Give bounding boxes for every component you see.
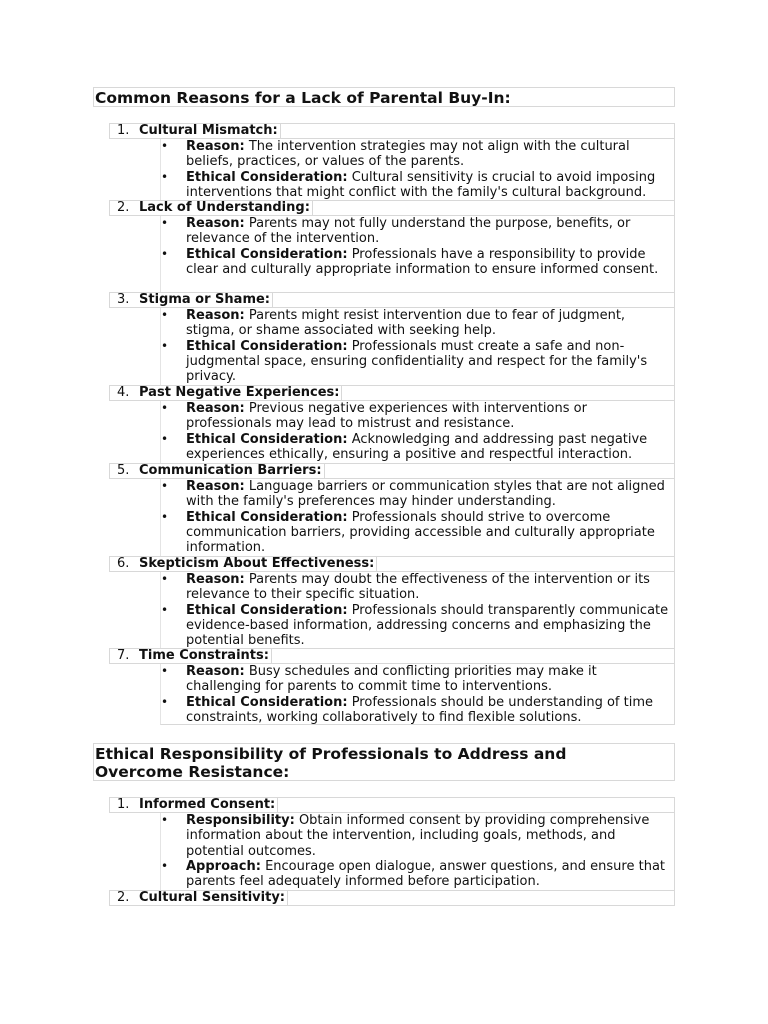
bullet-text: Professionals must create a safe and non-judgmental space, ensuring confidentiality and respect for the family's privacy. (186, 338, 648, 385)
list-item-body (160, 401, 675, 463)
item-title: Past Negative Experiences: (139, 386, 342, 400)
bullet-text: Busy schedules and conflicting priorities may make it challenging for parents to commit time to interventions. (186, 664, 597, 695)
bullet-reason (161, 216, 674, 247)
bullet-icon: • (161, 169, 169, 184)
list-item-body (160, 216, 675, 292)
item-number: 4. (117, 385, 130, 400)
bullet-icon: • (161, 602, 169, 617)
bullet-reason (161, 479, 674, 510)
bullet-icon: • (161, 813, 169, 827)
section2-heading (93, 743, 675, 781)
item-title: Time Constraints: (139, 649, 272, 663)
bullet-ethical (161, 432, 674, 463)
list-item-head (109, 292, 675, 308)
item-number: 1. (117, 123, 130, 138)
bullet-label: Ethical Consideration: (186, 431, 348, 447)
bullet-label: Ethical Consideration: (186, 246, 348, 262)
item-title: Cultural Mismatch: (139, 124, 281, 138)
section1-list (109, 123, 675, 725)
list-item-body (160, 664, 675, 725)
list-item-head (109, 463, 675, 479)
bullet-icon: • (161, 401, 169, 415)
bullet-label: Ethical Consideration: (186, 602, 348, 618)
list-item-body (160, 813, 675, 890)
bullet-icon: • (161, 308, 169, 322)
bullet-label: Approach: (186, 858, 261, 874)
bullet-label: Reason: (186, 308, 245, 323)
bullet-text: Language barriers or communication styles that are not aligned with the family's preferences may hinder understanding. (186, 479, 665, 510)
section1-heading (93, 87, 675, 107)
section2-list (109, 797, 675, 906)
list-item-head (109, 556, 675, 572)
bullet-ethical (161, 339, 674, 385)
item-title: Communication Barriers: (139, 464, 325, 478)
bullet-label: Reason: (186, 401, 245, 416)
bullet-reason (161, 572, 674, 603)
list-item-body (160, 308, 675, 385)
bullet-label: Reason: (186, 572, 245, 587)
bullet-reason (161, 664, 674, 695)
bullet-text: Professionals have a responsibility to provide clear and culturally appropriate information to ensure informed consent. (186, 246, 659, 277)
bullet-icon: • (161, 338, 169, 353)
section2-heading-line2: Overcome Resistance: (95, 763, 290, 781)
bullet-icon: • (161, 246, 169, 261)
bullet-icon: • (161, 139, 169, 153)
bullet-approach (161, 859, 674, 890)
item-title: Lack of Understanding: (139, 201, 313, 215)
bullet-icon: • (161, 216, 169, 230)
item-title: Cultural Sensitivity: (139, 891, 288, 905)
list-item-body (160, 572, 675, 648)
bullet-label: Reason: (186, 139, 245, 154)
bullet-label: Reason: (186, 479, 245, 494)
list-item-head (109, 200, 675, 216)
bullet-icon: • (161, 694, 169, 709)
bullet-label: Reason: (186, 216, 245, 231)
item-number: 5. (117, 463, 130, 478)
item-title: Stigma or Shame: (139, 293, 273, 307)
bullet-text: Parents may not fully understand the purpose, benefits, or relevance of the intervention. (186, 216, 631, 247)
bullet-label: Ethical Consideration: (186, 694, 348, 710)
item-number: 6. (117, 556, 130, 571)
item-number: 3. (117, 292, 130, 307)
bullet-label: Reason: (186, 664, 245, 679)
bullet-ethical (161, 695, 674, 726)
bullet-icon: • (161, 509, 169, 524)
bullet-reason (161, 401, 674, 432)
bullet-ethical (161, 170, 674, 201)
bullet-ethical (161, 510, 674, 556)
bullet-label: Ethical Consideration: (186, 338, 348, 354)
bullet-icon: • (161, 431, 169, 446)
list-item-body (160, 479, 675, 556)
item-number: 1. (117, 797, 130, 812)
list-item-head (109, 123, 675, 139)
bullet-text: Acknowledging and addressing past negative experiences ethically, ensuring a positive and respectful interaction. (186, 431, 648, 462)
bullet-text: Parents might resist intervention due to fear of judgment, stigma, or shame associated with seeking help. (186, 308, 626, 339)
bullet-icon: • (161, 664, 169, 678)
bullet-text: Cultural sensitivity is crucial to avoid imposing interventions that might conflict with the family's cultural background. (186, 169, 656, 200)
bullet-ethical (161, 603, 674, 649)
list-item-head (109, 797, 675, 813)
item-title: Skepticism About Effectiveness: (139, 557, 377, 571)
item-number: 2. (117, 890, 130, 905)
bullet-responsibility (161, 813, 674, 859)
list-item-head (109, 648, 675, 664)
bullet-reason (161, 308, 674, 339)
bullet-ethical (161, 247, 674, 278)
bullet-label: Responsibility: (186, 813, 295, 828)
item-number: 2. (117, 200, 130, 215)
bullet-text: Parents may doubt the effectiveness of the intervention or its relevance to their specific situation. (186, 572, 650, 603)
bullet-text: Encourage open dialogue, answer questions, and ensure that parents feel adequately informed before participation. (186, 858, 666, 890)
list-item-body (160, 139, 675, 200)
item-number: 7. (117, 648, 130, 663)
bullet-reason (161, 139, 674, 170)
bullet-label: Ethical Consideration: (186, 169, 348, 185)
section2-heading-line1: Ethical Responsibility of Professionals to Address and (95, 745, 567, 763)
bullet-text: Previous negative experiences with interventions or professionals may lead to mistrust and resistance. (186, 401, 587, 432)
bullet-text: The intervention strategies may not align with the cultural beliefs, practices, or values of the parents. (186, 139, 630, 170)
bullet-icon: • (161, 479, 169, 493)
bullet-text: Professionals should transparently communicate evidence-based information, addressing concerns and emphasizing the potential benefits. (186, 602, 669, 649)
bullet-text: Obtain informed consent by providing comprehensive information about the intervention, including goals, methods, and potential outcomes. (186, 813, 650, 859)
list-item-head (109, 890, 675, 906)
bullet-icon: • (161, 572, 169, 586)
bullet-text: Professionals should strive to overcome communication barriers, providing accessible and culturally appropriate information. (186, 509, 655, 556)
list-item-head (109, 385, 675, 401)
item-title: Informed Consent: (139, 798, 278, 812)
bullet-label: Ethical Consideration: (186, 509, 348, 525)
bullet-icon: • (161, 858, 169, 873)
section1-heading-text: Common Reasons for a Lack of Parental Buy-In: (95, 89, 511, 107)
bullet-text: Professionals should be understanding of time constraints, working collaboratively to find flexible solutions. (186, 694, 653, 725)
